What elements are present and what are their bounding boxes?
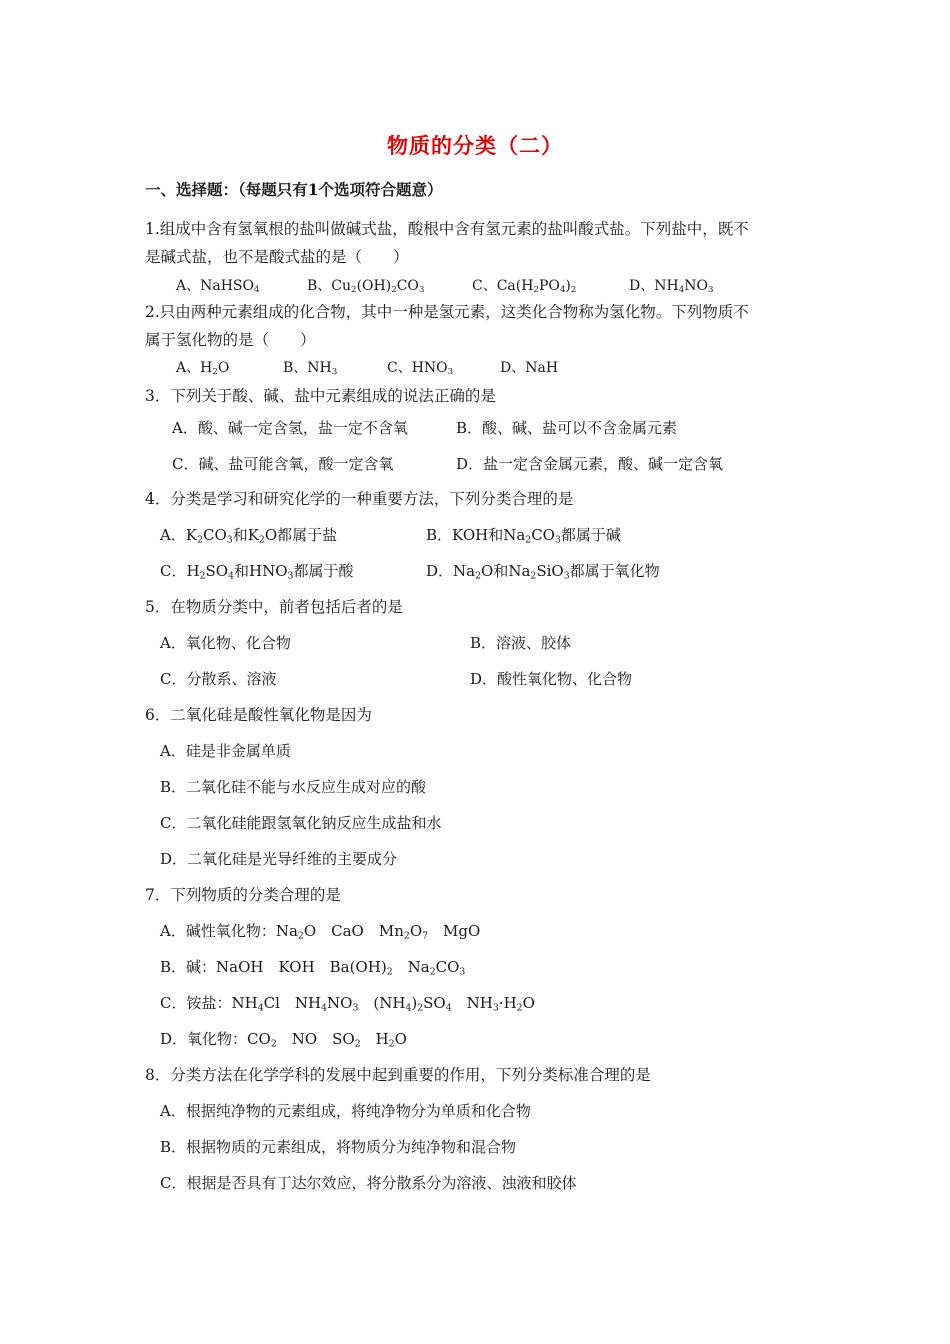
section-heading: 一、选择题：（每题只有1个选项符合题意） (145, 180, 443, 199)
q6-option-c: C．二氧化硅能跟氢氧化钠反应生成盐和水 (160, 814, 442, 832)
q5-stem: 5．在物质分类中，前者包括后者的是 (145, 598, 403, 616)
q2-option-a: A、$H_2O$ (176, 360, 230, 378)
q1-stem-line1: 1.组成中含有氢氧根的盐叫做碱式盐，酸根中含有氢元素的盐叫酸式盐。下列盐中，既不 (145, 220, 749, 238)
q6-option-b: B．二氧化硅不能与水反应生成对应的酸 (160, 778, 427, 796)
q3-stem: 3．下列关于酸、碱、盐中元素组成的说法正确的是 (145, 387, 496, 405)
q4-option-b: B．KOH和$Na_2CO_3$都属于碱 (426, 526, 621, 546)
q2-option-d: D、NaH (500, 360, 559, 376)
q7-option-a: A．碱性氧化物：$Na_2O$ CaO $Mn_2O_7$ MgO (160, 922, 481, 942)
q2-option-b: B、$NH_3$ (283, 360, 338, 378)
q3-option-b: B．酸、碱、盐可以不含金属元素 (456, 419, 678, 437)
q7-option-d: D．氧化物：$CO_2$ NO $SO_2$ $H_2O$ (160, 1030, 407, 1050)
q5-option-d: D．酸性氧化物、化合物 (470, 670, 633, 688)
q6-option-a: A．硅是非金属单质 (160, 742, 291, 760)
q7-stem: 7．下列物质的分类合理的是 (145, 886, 341, 904)
q3-option-d: D．盐一定含金属元素，酸、碱一定含氧 (456, 455, 724, 473)
q5-option-c: C．分散系、溶液 (160, 670, 277, 688)
q1-option-a: A、NaHSO$_4$ (176, 278, 260, 296)
q5-option-b: B．溶液、胶体 (470, 634, 572, 652)
q8-option-a: A．根据纯净物的元素组成，将纯净物分为单质和化合物 (160, 1102, 531, 1120)
q6-stem: 6．二氧化硅是酸性氧化物是因为 (145, 706, 372, 724)
q1-stem-line2: 是碱式盐，也不是酸式盐的是（ ） (145, 248, 409, 266)
q1-option-b: B、$Cu_2(OH)_2CO_3$ (307, 278, 425, 296)
q1-option-c: C、$Ca(H_2PO_4)_2$ (472, 278, 577, 296)
q8-stem: 8．分类方法在化学学科的发展中起到重要的作用，下列分类标准合理的是 (145, 1066, 651, 1084)
q4-stem: 4．分类是学习和研究化学的一种重要方法，下列分类合理的是 (145, 490, 574, 508)
q2-stem-line1: 2.只由两种元素组成的化合物，其中一种是氢元素，这类化合物称为氢化物。下列物质不 (145, 303, 749, 321)
q3-option-c: C．碱、盐可能含氧，酸一定含氧 (172, 455, 394, 473)
q5-option-a: A．氧化物、化合物 (160, 634, 291, 652)
q8-option-c: C．根据是否具有丁达尔效应，将分散系分为溶液、浊液和胶体 (160, 1174, 577, 1192)
page-title: 物质的分类（二） (387, 133, 563, 158)
q1-option-d: D、$NH_4NO_3$ (629, 278, 714, 296)
q8-option-b: B．根据物质的元素组成，将物质分为纯净物和混合物 (160, 1138, 517, 1156)
q6-option-d: D．二氧化硅是光导纤维的主要成分 (160, 850, 398, 868)
q7-option-c: C．铵盐：$NH_4Cl$ $NH_4NO_3$ $(NH_4)_2SO_4$ $NH_3\cdot H_2O$ (160, 994, 535, 1014)
q3-option-a: A．酸、碱一定含氢，盐一定不含氧 (172, 419, 408, 437)
q4-option-d: D．$Na_2O$和$Na_2SiO_3$都属于氧化物 (426, 562, 660, 582)
q4-option-a: A．$K_2CO_3$和$K_2O$都属于盐 (160, 526, 338, 546)
q7-option-b: B．碱：NaOH KOH $Ba(OH)_2$ $Na_2CO_3$ (160, 958, 466, 978)
q4-option-c: C．$H_2SO_4$和$HNO_3$都属于酸 (160, 562, 354, 582)
q2-option-c: C、$HNO_3$ (387, 360, 454, 378)
q2-stem-line2: 属于氢化物的是（ ） (145, 331, 316, 349)
